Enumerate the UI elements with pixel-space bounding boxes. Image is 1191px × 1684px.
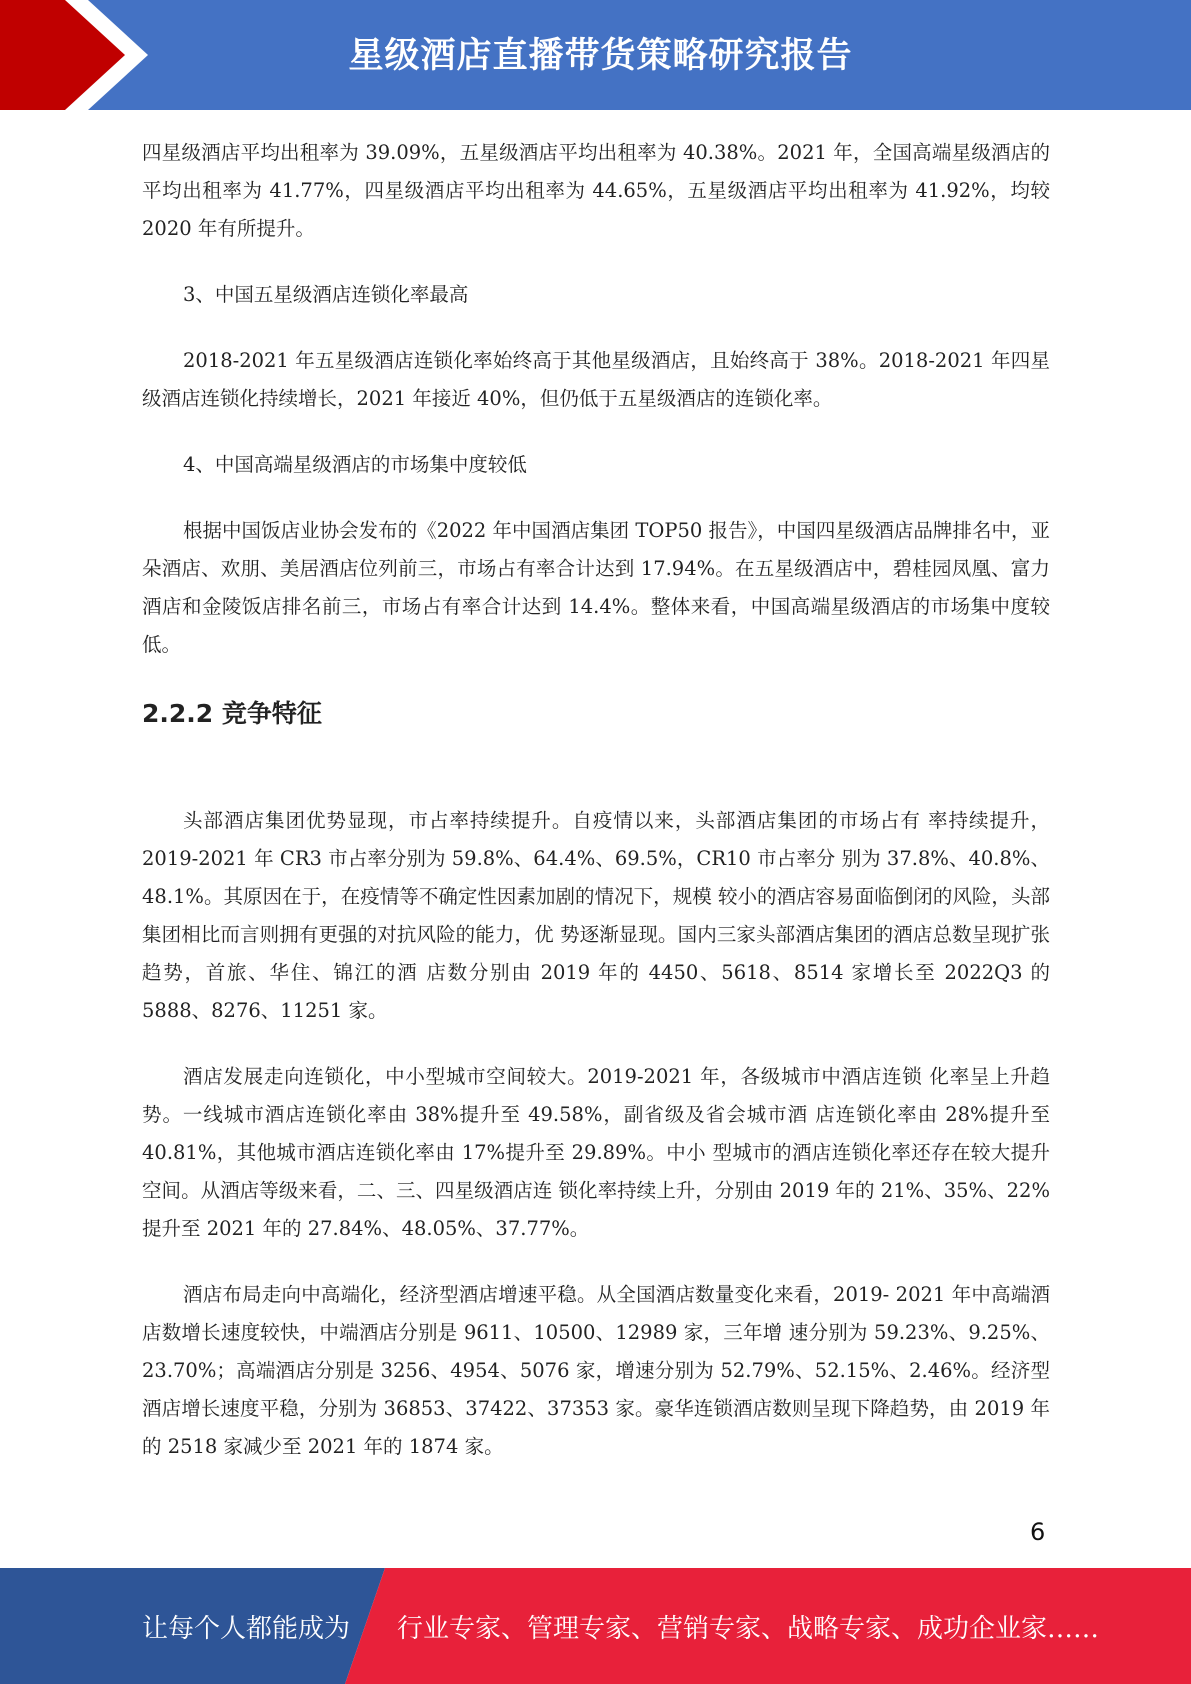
report-title: 星级酒店直播带货策略研究报告 <box>348 36 853 76</box>
section-heading: 2.2.2 竞争特征 <box>142 699 322 728</box>
paragraph-chain-trend: 酒店发展走向连锁化，中小型城市空间较大。2019-2021 年，各级城市中酒店连锁 化率呈上升趋势。一线城市酒店连锁化率由 38%提升至 49.58%，副省级及省会城市酒 店连锁化率由 28%提升至 40.81%，其他城市酒店连锁化率由 17%提升至 29.89%。中小 型城市的酒店连锁化率还存在较大提升空间。从酒店等级来看，二、三、四星级酒店连 锁化率持续上升，分别由 2019 年的 21%、35%、22%提升至 2021 年的 27.84%、48.05%、37.77%。 <box>142 1065 1050 1240</box>
footer-slogan-left: 让每个人都能成为 <box>142 1614 351 1644</box>
subheading-market-concentration: 4、中国高端星级酒店的市场集中度较低 <box>183 453 527 476</box>
page-header <box>0 0 1191 110</box>
main-content <box>142 134 1050 1466</box>
page-footer <box>0 1568 1191 1684</box>
paragraph-occupancy: 四星级酒店平均出租率为 39.09%，五星级酒店平均出租率为 40.38%。2021 年，全国高端星级酒店的平均出租率为 41.77%，四星级酒店平均出租率为 44.65%，五星级酒店平均出租率为 41.92%，均较 2020 年有所提升。 <box>142 141 1050 240</box>
page-number: 6 <box>1030 1518 1046 1546</box>
paragraph-upscale-trend: 酒店布局走向中高端化，经济型酒店增速平稳。从全国酒店数量变化来看，2019- 2021 年中高端酒店数增长速度较快，中端酒店分别是 9611、10500、12989 家，三年增 速分别为 59.23%、9.25%、23.70%；高端酒店分别是 3256、4954、5076 家，增速分别为 52.79%、52.15%、2.46%。经济型酒店增长速度平稳，分别为 36853、37422、37353 家。豪华连锁酒店数则呈现下降趋势，由 2019 年的 2518 家减少至 2021 年的 1874 家。 <box>142 1283 1050 1458</box>
paragraph-top-groups: 头部酒店集团优势显现，市占率持续提升。自疫情以来，头部酒店集团的市场占有 率持续提升，2019-2021 年 CR3 市占率分别为 59.8%、64.4%、69.5%，CR10 市占率分 别为 37.8%、40.8%、48.1%。其原因在于，在疫情等不确定性因素加剧的情况下，规模 较小的酒店容易面临倒闭的风险，头部集团相比而言则拥有更强的对抗风险的能力，优 势逐渐显现。国内三家头部酒店集团的酒店总数呈现扩张趋势，首旅、华住、锦江的酒 店数分别由 2019 年的 4450、5618、8514 家增长至 2022Q3 的 5888、8276、11251 家。 <box>142 809 1050 1022</box>
footer-slogan-right: 行业专家、管理专家、营销专家、战略专家、成功企业家…… <box>397 1614 1100 1644</box>
subheading-five-star-chain: 3、中国五星级酒店连锁化率最高 <box>183 283 469 306</box>
paragraph-market-share: 根据中国饭店业协会发布的《2022 年中国酒店集团 TOP50 报告》，中国四星级酒店品牌排名中，亚朵酒店、欢朋、美居酒店位列前三，市场占有率合计达到 17.94%。在五星级酒店中，碧桂园凤凰、富力酒店和金陵饭店排名前三，市场占有率合计达到 14.4%。整体来看，中国高端星级酒店的市场集中度较低。 <box>142 519 1050 656</box>
paragraph-chain-rate: 2018-2021 年五星级酒店连锁化率始终高于其他星级酒店，且始终高于 38%。2018-2021 年四星级酒店连锁化持续增长，2021 年接近 40%，但仍低于五星级酒店的连锁化率。 <box>142 349 1050 410</box>
